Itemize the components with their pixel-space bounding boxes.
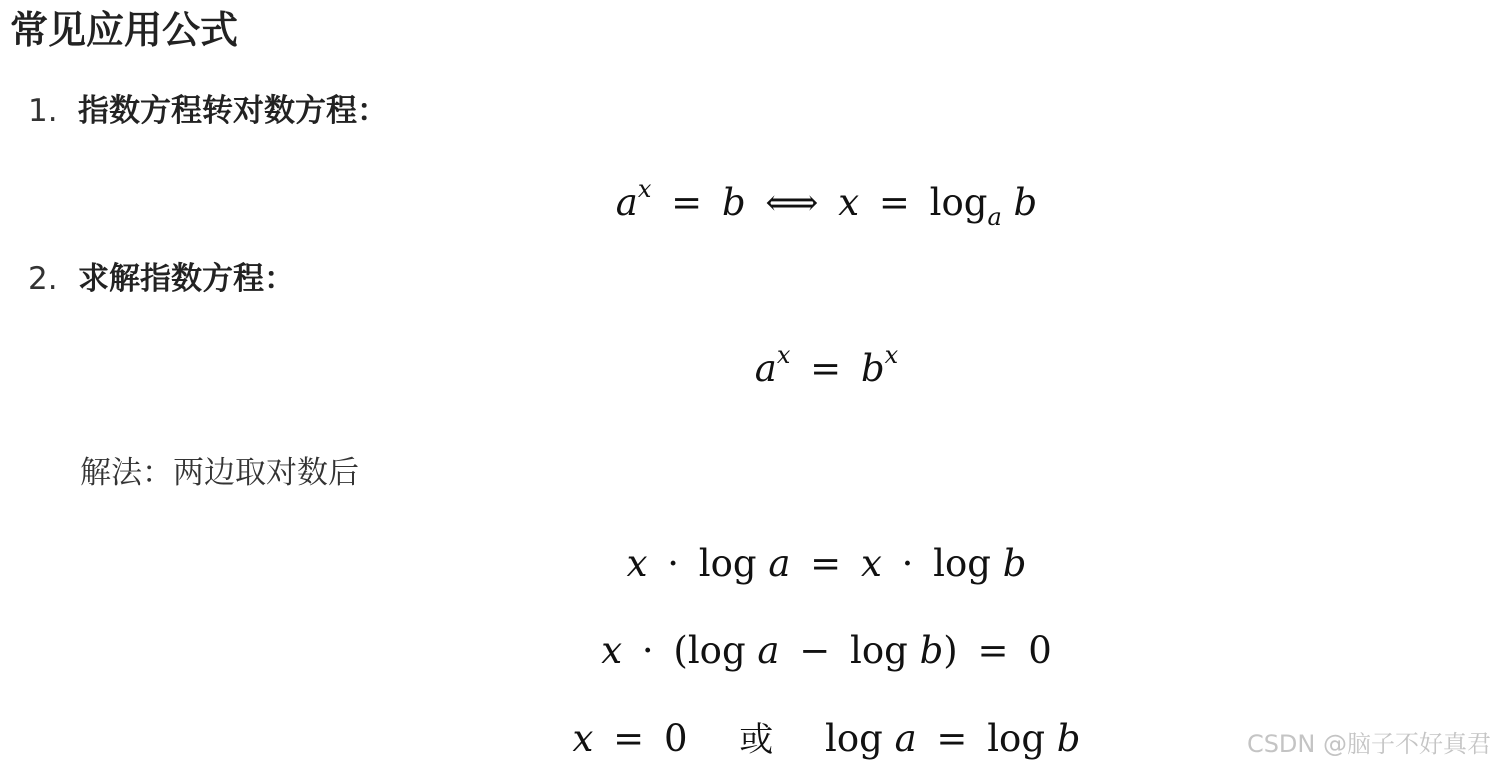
eq4-cdot: · bbox=[641, 629, 654, 672]
eq5-a: a bbox=[894, 717, 917, 760]
eq3-x: x bbox=[626, 542, 648, 585]
eq4-zero: 0 bbox=[1028, 629, 1052, 672]
eq2-b: b bbox=[860, 347, 885, 390]
eq1-b-2: b bbox=[1013, 181, 1038, 224]
section-2-label: 求解指数方程： bbox=[78, 261, 295, 297]
eq1-b: b bbox=[721, 181, 746, 224]
eq4-log-2: log bbox=[850, 629, 908, 672]
eq5-x: x bbox=[572, 717, 594, 760]
eq3-b: b bbox=[1002, 542, 1027, 585]
eq3-equals: = bbox=[810, 542, 842, 585]
eq4-lparen: ( bbox=[673, 629, 688, 672]
eq1-a: a bbox=[615, 181, 638, 224]
section-1 bbox=[28, 89, 388, 133]
eq2-exp-x-2: x bbox=[884, 341, 899, 369]
equation-exp-equal bbox=[0, 341, 1497, 393]
eq1-x: x bbox=[838, 181, 860, 224]
eq4-x: x bbox=[601, 629, 623, 672]
eq4-b: b bbox=[919, 629, 944, 672]
eq4-a: a bbox=[757, 629, 780, 672]
eq5-log: log bbox=[825, 717, 883, 760]
eq2-exp-x: x bbox=[776, 341, 791, 369]
section-2 bbox=[28, 257, 295, 301]
equation-exp-to-log bbox=[0, 175, 1497, 231]
eq3-log: log bbox=[698, 542, 757, 585]
eq5-b: b bbox=[1056, 717, 1081, 760]
section-1-number: 1. bbox=[28, 93, 58, 129]
eq1-iff: ⟺ bbox=[765, 181, 819, 224]
section-2-number: 2. bbox=[28, 261, 58, 297]
eq4-equals: = bbox=[977, 629, 1009, 672]
eq5-or-word: 或 bbox=[739, 720, 774, 760]
eq4-minus: − bbox=[799, 629, 831, 672]
equation-factor bbox=[0, 627, 1497, 675]
eq3-cdot-2: · bbox=[901, 542, 914, 585]
eq5-equals-2: = bbox=[936, 717, 968, 760]
eq1-equals-2: = bbox=[878, 181, 910, 224]
eq3-x-2: x bbox=[860, 542, 882, 585]
eq5-zero: 0 bbox=[663, 717, 688, 760]
page-title: 常见应用公式 bbox=[10, 8, 239, 52]
method-note: 解法：两边取对数后 bbox=[80, 455, 359, 491]
eq4-log: log bbox=[687, 629, 746, 672]
eq4-rparen: ) bbox=[943, 629, 958, 672]
eq1-exp-x: x bbox=[637, 175, 652, 203]
eq1-log-base-a: a bbox=[987, 203, 1002, 231]
eq3-a: a bbox=[768, 542, 791, 585]
eq2-a: a bbox=[754, 347, 777, 390]
eq3-cdot: · bbox=[667, 542, 680, 585]
section-1-label: 指数方程转对数方程： bbox=[78, 93, 388, 129]
eq1-log: log bbox=[929, 181, 988, 224]
csdn-watermark: CSDN @脑子不好真君 bbox=[1246, 730, 1491, 758]
eq5-log-2: log bbox=[987, 717, 1045, 760]
equation-take-log bbox=[0, 540, 1497, 588]
eq3-log-2: log bbox=[933, 542, 991, 585]
eq2-equals: = bbox=[810, 347, 842, 390]
eq5-equals: = bbox=[613, 717, 645, 760]
eq1-equals: = bbox=[671, 181, 703, 224]
